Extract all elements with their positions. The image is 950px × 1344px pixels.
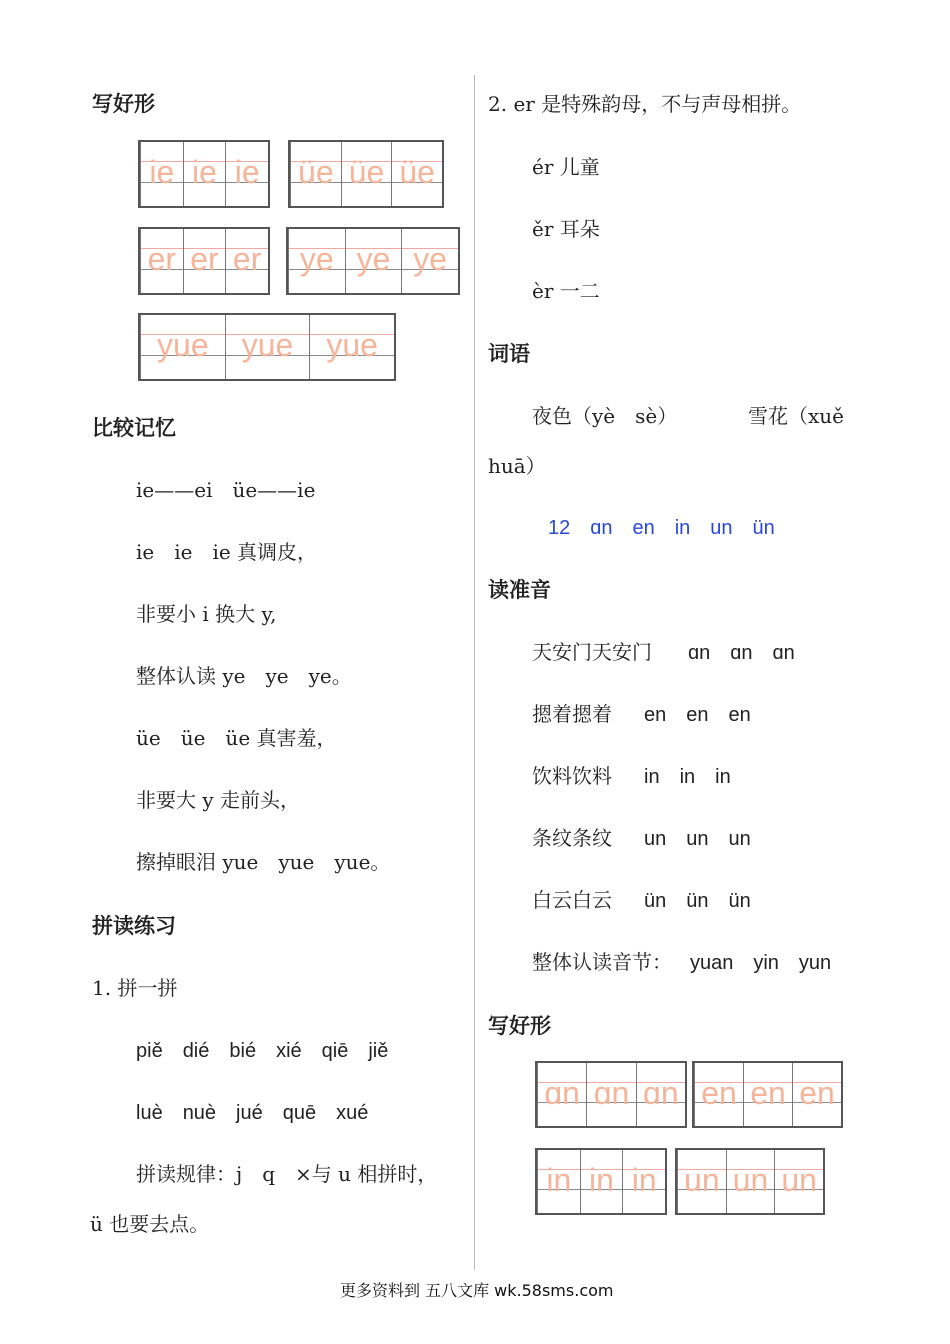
writing-grid-cell [140,315,225,379]
compare-line: 非要大 y 走前头， [136,788,301,812]
compare-line: 擦掉眼泪 yue yue yue。 [136,850,391,874]
writing-grid-cell [537,1150,580,1213]
writing-grid-cell [391,142,442,206]
trace-letters: ie [234,154,260,191]
trace-letters: ie [149,154,175,191]
trace-letters: yue [157,327,209,364]
practice-subtitle: 1. 拼一拼 [92,976,178,1000]
writing-grid-box [138,313,396,381]
trace-letters: ye [413,241,448,278]
trace-letters: in [546,1161,572,1198]
writing-grid-cell [774,1150,823,1213]
compare-line: üe üe üe 真害羞， [136,726,337,750]
word-item: huā） [488,454,546,478]
read-item-sound: in in in [644,766,731,788]
heading-compare-memory: 比较记忆 [92,416,176,440]
trace-letters: en [799,1074,835,1111]
read-item-sound: un un un [644,828,751,850]
writing-grid-cell [537,1063,586,1126]
trace-letters: in [631,1161,657,1198]
writing-grid-cell [225,315,310,379]
trace-letters: un [684,1161,720,1198]
compare-line: ie——ei üe——ie [136,478,316,502]
trace-letters: in [589,1161,614,1198]
pinyin-row: piě dié bié xié qiē jiě [136,1040,389,1062]
trace-letters: ye [299,241,334,278]
trace-letters: üe [399,154,435,191]
column-divider [474,75,475,1270]
er-title: 2. er 是特殊韵母，不与声母相拼。 [488,92,802,116]
writing-grid-box [535,1148,667,1215]
spelling-rule: 拼读规律：j q ×与 u 相拼时， [136,1162,438,1186]
writing-grid-box [692,1061,843,1128]
trace-letters: un [732,1161,769,1198]
read-item-sound: ün ün ün [644,890,751,912]
trace-letters: er [232,241,262,278]
trace-letters: yue [241,327,294,364]
read-item-word: 饮料饮料 [532,764,612,788]
word-item: 夜色（yè sè） [532,404,678,428]
compare-line: ie ie ie 真调皮， [136,540,318,564]
writing-grid-box [535,1061,687,1128]
writing-grid-cell [743,1063,792,1126]
spelling-rule: ü 也要去点。 [90,1212,210,1236]
writing-grid-cell [792,1063,841,1126]
er-item: ěr 耳朵 [532,217,600,241]
writing-grid-cell [183,229,226,293]
heading-read-sounds: 读准音 [488,578,551,602]
heading-words: 词语 [488,342,530,366]
writing-grid-box [288,140,444,208]
writing-grid-cell [225,229,268,293]
word-item: 雪花（xuě [748,404,844,428]
trace-letters: ɑn [544,1074,580,1111]
writing-grid-box [138,140,270,208]
writing-grid-cell [345,229,402,293]
heading-write-shape: 写好形 [92,92,155,116]
writing-grid-cell [726,1150,775,1213]
trace-letters: un [781,1161,817,1198]
writing-grid-box [138,227,270,295]
syllable-values: yuan yin yun [690,952,832,974]
writing-grid-cell [341,142,392,206]
trace-letters: er [190,241,219,278]
heading-practice: 拼读练习 [92,914,176,938]
writing-grid-cell [580,1150,623,1213]
writing-grid-cell [288,229,345,293]
writing-grid-cell [140,142,183,206]
writing-grid-cell [225,142,268,206]
trace-letters: üe [348,154,385,191]
read-item-word: 条纹条纹 [532,826,612,850]
read-item-sound: ɑn ɑn ɑn [688,642,795,664]
writing-grid-cell [677,1150,726,1213]
trace-letters: ɑn [593,1074,630,1111]
writing-grid-cell [586,1063,635,1126]
trace-letters: ɑn [643,1074,679,1111]
writing-grid-cell [140,229,183,293]
read-item-word: 天安门天安门 [532,640,652,664]
trace-letters: er [147,241,177,278]
trace-letters: yue [326,327,378,364]
read-item-word: 白云白云 [532,888,612,912]
pinyin-row: luè nuè jué quē xué [136,1102,369,1124]
er-item: èr 一二 [532,279,600,303]
trace-letters: en [701,1074,737,1111]
writing-grid-box [286,227,460,295]
writing-grid-cell [183,142,226,206]
lesson-title: 12 ɑn en in un ün [548,517,775,539]
trace-letters: en [750,1074,786,1111]
writing-grid-box [675,1148,825,1215]
writing-grid-cell [309,315,394,379]
writing-grid-cell [290,142,341,206]
footer-source: 更多资料到 五八文库 wk.58sms.com [340,1281,614,1300]
er-item: ér 儿童 [532,155,600,179]
read-item-word: 摁着摁着 [532,702,612,726]
writing-grid-cell [622,1150,665,1213]
trace-letters: ye [356,241,391,278]
writing-grid-cell [636,1063,685,1126]
trace-letters: ie [192,154,217,191]
writing-grid-cell [694,1063,743,1126]
trace-letters: üe [298,154,334,191]
heading-write-shape-2: 写好形 [488,1014,551,1038]
writing-grid-cell [401,229,458,293]
syllable-label: 整体认读音节： [532,950,672,974]
compare-line: 非要小 i 换大 y, [136,602,277,626]
compare-line: 整体认读 ye ye ye。 [136,664,352,688]
read-item-sound: en en en [644,704,751,726]
